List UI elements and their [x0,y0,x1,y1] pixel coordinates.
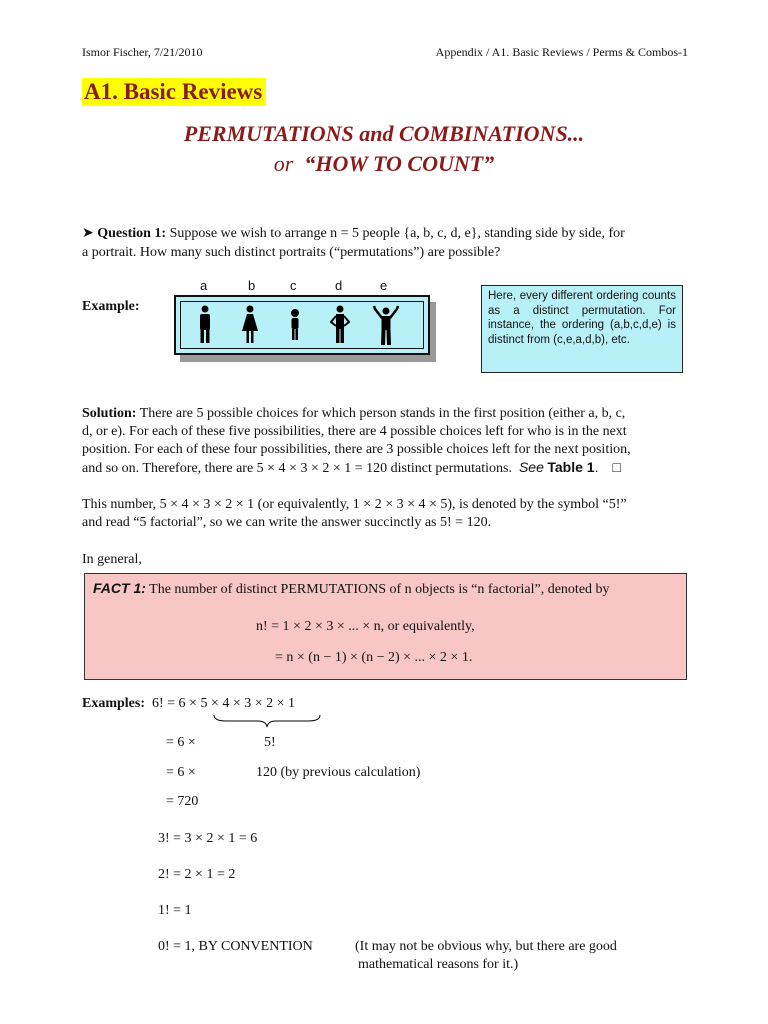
solution-line1: Solution: There are 5 possible choices for which person stands in the first position (either a, b, c, [82,406,626,421]
letter-d: d [335,278,343,293]
fact-line: FACT 1: The number of distinct PERMUTATIONS of n objects is “n factorial”, denoted by [93,580,610,597]
examples-line6: 2! = 2 × 1 = 2 [158,867,236,882]
in-general: In general, [82,552,142,567]
person-d-icon [331,306,349,344]
examples-line2a: = 6 × [166,735,196,750]
examples-line3b: 120 (by previous calculation) [256,765,421,780]
underbrace [212,713,322,729]
letter-a: a [200,278,208,293]
person-a-icon [200,306,210,344]
people-icons [176,297,428,353]
see-word: See [518,459,544,475]
examples-line4: = 720 [166,794,199,809]
example-label: Example: [82,299,140,314]
person-e-icon [374,306,398,345]
letter-b: b [248,278,256,293]
factorial-para-line1: This number, 5 × 4 × 3 × 2 × 1 (or equivalently, 1 × 2 × 3 × 4 × 5), is denoted by the symbol “5!” [82,497,627,512]
examples-line8c: mathematical reasons for it.) [358,957,519,972]
fact-box [84,573,687,680]
examples-line1: Examples: 6! = 6 × 5 × 4 × 3 × 2 × 1 [82,696,296,711]
person-b-icon [242,306,258,344]
examples-line8a: 0! = 1, BY CONVENTION [158,939,313,954]
examples-label: Examples: [82,696,145,711]
fact-eq2: = n × (n − 1) × (n − 2) × ... × 2 × 1. [275,650,473,665]
solution-line4: and so on. Therefore, there are 5 × 4 × 3 × 2 × 1 = 120 distinct permutations. See Table 1. □ [82,459,621,476]
solution-line3: position. For each of these four possibilities, there are 3 possible choices left for the next position, [82,442,631,457]
section-heading: A1. Basic Reviews [82,78,266,106]
person-c-icon [291,309,299,340]
title-line2 [0,151,768,177]
question-line2: a portrait. How many such distinct portraits (“permutations”) are possible? [82,245,501,260]
title-or: or [273,151,294,176]
factorial-para-line2: and read “5 factorial”, so we can write the answer succinctly as 5! = 120. [82,515,492,530]
people-figure [174,295,430,355]
examples-line5: 3! = 3 × 2 × 1 = 6 [158,831,258,846]
arrow-bullet-icon: ➤ [82,226,94,241]
end-proof-mark: □ [612,461,621,476]
table-ref: Table 1 [547,459,595,475]
solution-label: Solution: [82,406,137,421]
fact-label: FACT 1: [93,580,146,596]
question-label: Question 1: [97,226,167,241]
header-right: Appendix / A1. Basic Reviews / Perms & Combos-1 [435,45,688,59]
header-left: Ismor Fischer, 7/21/2010 [82,45,203,59]
fact-eq1: n! = 1 × 2 × 3 × ... × n, or equivalently, [256,619,475,634]
title-how-to-count: “HOW TO COUNT” [304,151,495,176]
question-line1: ➤ Question 1: Suppose we wish to arrange n = 5 people {a, b, c, d, e}, standing side by side, for [82,226,625,241]
examples-line7: 1! = 1 [158,903,192,918]
letter-c: c [290,278,297,293]
solution-line2: d, or e). For each of these five possibilities, there are 4 possible choices left for who is in the next [82,424,627,439]
letter-e: e [380,278,388,293]
title-line1: PERMUTATIONS and COMBINATIONS... [183,121,585,146]
examples-line8b: (It may not be obvious why, but there are good [355,939,617,954]
examples-line3a: = 6 × [166,765,196,780]
examples-line2b: 5! [264,735,276,750]
example-note: Here, every different ordering counts as a distinct permutation. For instance, the ordering (a,b,c,d,e) is distinct from (c,e,a,d,b), etc. [481,285,683,373]
